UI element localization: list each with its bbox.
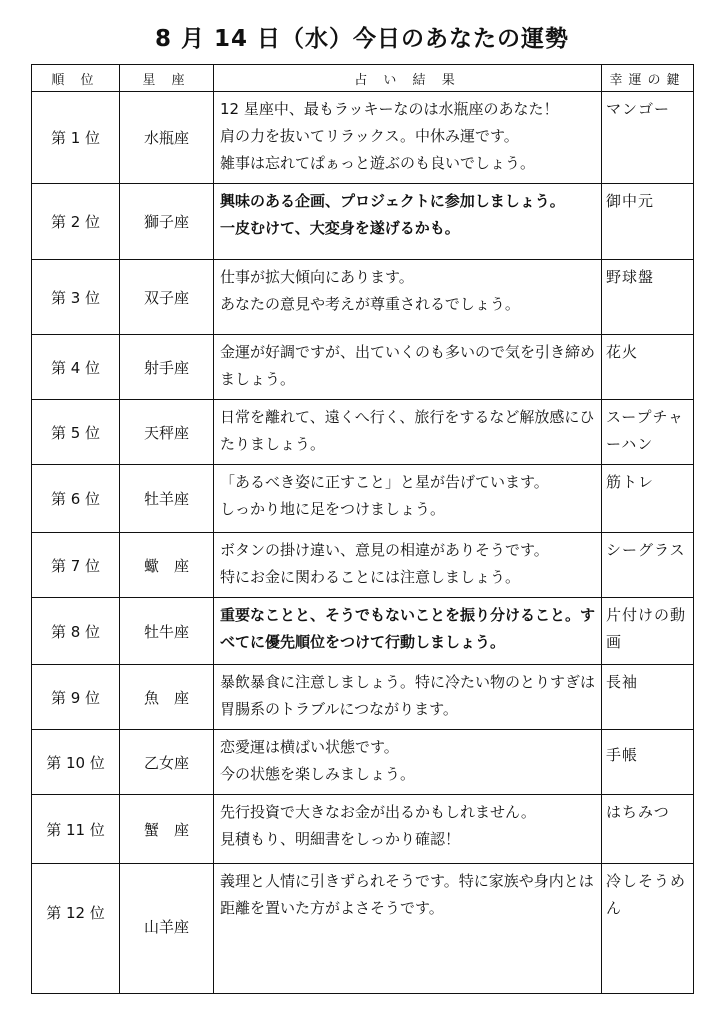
result-cell (214, 533, 602, 598)
sign-cell: 牡牛座 (120, 598, 214, 665)
fortune-table (31, 64, 694, 994)
sign-cell: 水瓶座 (120, 92, 214, 184)
table-row (32, 795, 694, 864)
lucky-key-cell: 片付けの動画 (602, 598, 694, 665)
table-row (32, 335, 694, 400)
sign-cell: 蠍 座 (120, 533, 214, 598)
rank-cell: 第 3 位 (32, 260, 120, 335)
lucky-key-cell: 冷しそうめん (602, 864, 694, 994)
rank-cell: 第 1 位 (32, 92, 120, 184)
sign-cell: 双子座 (120, 260, 214, 335)
sign-cell: 獅子座 (120, 184, 214, 260)
lucky-key-cell: 花火 (602, 335, 694, 400)
table-row (32, 730, 694, 795)
lucky-key-cell: 御中元 (602, 184, 694, 260)
table-row (32, 260, 694, 335)
result-text: 恋愛運は横ばい状態です。 今の状態を楽しみましょう。 (220, 738, 416, 783)
rank-cell: 第 2 位 (32, 184, 120, 260)
result-cell (214, 730, 602, 795)
result-cell (214, 598, 602, 665)
page-title: 8 月 14 日（水）今日のあなたの運勢 (154, 26, 570, 52)
lucky-key-text: 手帳 (606, 746, 639, 764)
rank-cell: 第 10 位 (32, 730, 120, 795)
result-cell (214, 92, 602, 184)
header-sign: 星 座 (120, 65, 214, 92)
lucky-key-cell (602, 730, 694, 795)
result-text: 義理と人情に引きずられそうです。特に家族や身内とは距離を置いた方がよさそうです。 (220, 872, 594, 917)
result-text: 日常を離れて、遠くへ行く、旅行をするなど解放感にひたりましょう。 (220, 408, 595, 453)
table-row (32, 665, 694, 730)
sign-cell (120, 864, 214, 994)
table-row (32, 400, 694, 465)
result-cell (214, 184, 602, 260)
rank-cell (32, 864, 120, 994)
result-cell (214, 335, 602, 400)
result-text: 12 星座中、最もラッキーなのは水瓶座のあなた！ 肩の力を抜いてリラックス。中休み運です。 雑事は忘れてぱぁっと遊ぶのも良いでしょう。 (220, 100, 559, 172)
header-key: 幸運の鍵 (602, 65, 694, 92)
table-row (32, 92, 694, 184)
result-cell (214, 465, 602, 533)
rank-cell: 第 5 位 (32, 400, 120, 465)
table-row (32, 465, 694, 533)
header-result: 占 い 結 果 (214, 65, 602, 92)
rank-cell: 第 8 位 (32, 598, 120, 665)
rank-cell: 第 11 位 (32, 795, 120, 864)
lucky-key-cell: 長袖 (602, 665, 694, 730)
rank-cell: 第 7 位 (32, 533, 120, 598)
result-cell (214, 260, 602, 335)
lucky-key-cell: マンゴー (602, 92, 694, 184)
header-rank: 順 位 (32, 65, 120, 92)
result-text: 先行投資で大きなお金が出るかもしれません。 見積もり、明細書をしっかり確認！ (220, 803, 536, 848)
lucky-key-cell: はちみつ (602, 795, 694, 864)
table-row (32, 184, 694, 260)
rank-cell: 第 9 位 (32, 665, 120, 730)
sign-cell: 乙女座 (120, 730, 214, 795)
result-cell (214, 665, 602, 730)
sign-text: 山羊座 (143, 918, 189, 936)
result-text: ボタンの掛け違い、意見の相違がありそうです。 特にお金に関わることには注意しましょう。 (220, 541, 549, 586)
table-row (32, 598, 694, 665)
sign-cell: 天秤座 (120, 400, 214, 465)
sign-cell: 蟹 座 (120, 795, 214, 864)
table-row (32, 864, 694, 994)
lucky-key-cell: スープチャーハン (602, 400, 694, 465)
rank-cell: 第 6 位 (32, 465, 120, 533)
result-text: 「あるべき姿に正すこと」と星が告げています。 しっかり地に足をつけましょう。 (220, 473, 549, 518)
lucky-key-cell: シーグラス (602, 533, 694, 598)
result-text: 金運が好調ですが、出ていくのも多いので気を引き締めましょう。 (220, 343, 596, 388)
result-text: 暴飲暴食に注意しましょう。特に冷たい物のとりすぎは胃腸系のトラブルにつながります。 (220, 673, 596, 718)
rank-text: 第 12 位 (46, 904, 105, 922)
result-cell (214, 795, 602, 864)
sign-cell: 射手座 (120, 335, 214, 400)
lucky-key-cell: 野球盤 (602, 260, 694, 335)
lucky-key-cell: 筋トレ (602, 465, 694, 533)
sign-cell: 魚 座 (120, 665, 214, 730)
table-row (32, 533, 694, 598)
rank-cell: 第 4 位 (32, 335, 120, 400)
sign-cell: 牡羊座 (120, 465, 214, 533)
table-header-row (32, 65, 694, 92)
result-cell (214, 864, 602, 994)
result-text: 興味のある企画、プロジェクトに参加しましょう。 一皮むけて、大変身を遂げるかも。 (220, 192, 565, 237)
result-text: 仕事が拡大傾向にあります。 あなたの意見や考えが尊重されるでしょう。 (220, 268, 520, 313)
result-cell (214, 400, 602, 465)
result-text: 重要なことと、そうでもないことを振り分けること。すべてに優先順位をつけて行動しましょう。 (220, 606, 596, 651)
